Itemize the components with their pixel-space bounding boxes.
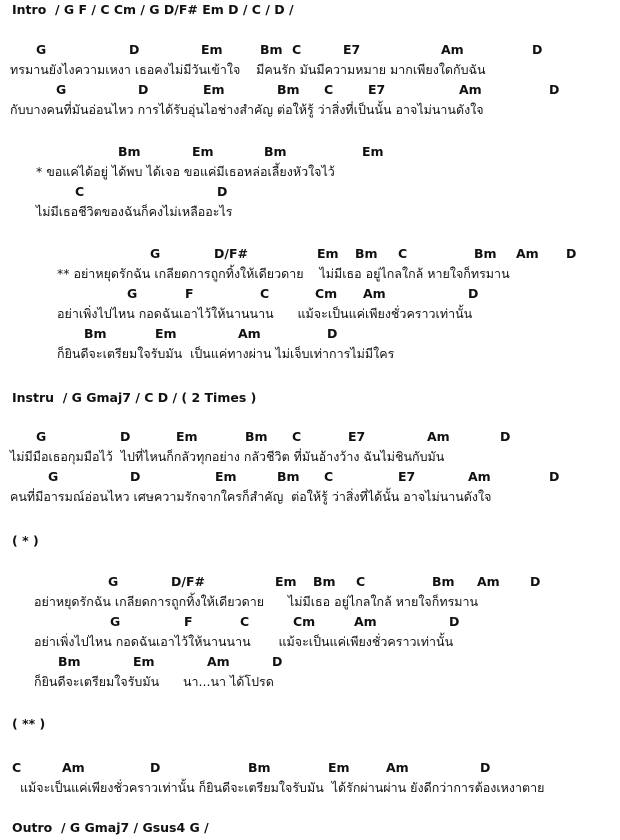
chord: D bbox=[530, 574, 541, 589]
chord: D bbox=[549, 469, 560, 484]
chord: Bm bbox=[248, 760, 271, 775]
chord: G bbox=[127, 286, 138, 301]
chord: Em bbox=[317, 246, 339, 261]
bridge-lyric: แม้จะเป็นแค่เพียงชั่วคราวเท่านั้น ก็ยินดีจะเตรียมใจรับมัน ได้รักผ่านผ่าน ยังดีกว่าการต้องเหงาตาย bbox=[20, 780, 545, 795]
chord: G bbox=[150, 246, 161, 261]
chord: D bbox=[138, 82, 149, 97]
chord: G bbox=[48, 469, 59, 484]
chord: Cm bbox=[293, 614, 316, 629]
chord: Em bbox=[215, 469, 237, 484]
chord: Am bbox=[238, 326, 261, 341]
verse1-chords-1 bbox=[0, 42, 620, 58]
chord: C bbox=[324, 469, 334, 484]
chord: G bbox=[36, 42, 47, 57]
chord: D bbox=[217, 184, 228, 199]
verse2-lyric-2: คนที่มีอารมณ์อ่อนไหว เศษความรักจากใครก็สำคัญ ต่อให้รู้ ว่าสิ่งที่ได้นั้น อาจไม่นานดังใจ bbox=[10, 489, 492, 504]
chord: Em bbox=[201, 42, 223, 57]
chord: F bbox=[185, 286, 194, 301]
chord: Em bbox=[362, 144, 384, 159]
chord: D bbox=[500, 429, 511, 444]
chord: G bbox=[56, 82, 67, 97]
chorus-lyric-2: อย่าเพิ่งไปไหน กอดฉันเอาไว้ให้นานนาน แม้จะเป็นแค่เพียงชั่วคราวเท่านั้น bbox=[57, 306, 473, 321]
chord: D bbox=[449, 614, 460, 629]
chord: C bbox=[292, 42, 302, 57]
verse2-lyric-1: ไม่มีมือเธอกุมมือไว้ ไปที่ไหนก็กลัวทุกอย่าง กลัวชีวิต ที่มันอ้างว้าง ฉันไม่ชินกับมัน bbox=[10, 449, 445, 464]
chord: Bm bbox=[118, 144, 141, 159]
chord: Bm bbox=[260, 42, 283, 57]
outro-line: Outro / G Gmaj7 / Gsus4 G / bbox=[12, 820, 209, 835]
chorus2-lyric-1: อย่าหยุดรักฉัน เกลียดการถูกทิ้งให้เดียวดาย ไม่มีเธอ อยู่ไกลใกล้ หายใจก็ทรมาน bbox=[34, 594, 479, 609]
chord: Am bbox=[354, 614, 377, 629]
chord: D bbox=[468, 286, 479, 301]
repeat-star-marker: ( * ) bbox=[12, 533, 39, 548]
chorus2-chords-1 bbox=[0, 574, 620, 590]
chord: Am bbox=[207, 654, 230, 669]
chord: D bbox=[129, 42, 140, 57]
chord: Am bbox=[477, 574, 500, 589]
chord: D bbox=[549, 82, 560, 97]
chord: C bbox=[324, 82, 334, 97]
chord: Bm bbox=[58, 654, 81, 669]
chord: Bm bbox=[277, 82, 300, 97]
verse1-lyric-1: ทรมานยังไงความเหงา เธอคงไม่มีวันเข้าใจ มีคนรัก มันมีความหมาย มากเพียงใดกับฉัน bbox=[10, 62, 486, 77]
chord: C bbox=[75, 184, 85, 199]
chord: C bbox=[398, 246, 408, 261]
intro-line: Intro / G F / C Cm / G D/F# Em D / C / D / bbox=[12, 2, 294, 17]
chord: D bbox=[480, 760, 491, 775]
chord: D bbox=[150, 760, 161, 775]
chord: Am bbox=[516, 246, 539, 261]
chorus2-lyric-2: อย่าเพิ่งไปไหน กอดฉันเอาไว้ให้นานนาน แม้จะเป็นแค่เพียงชั่วคราวเท่านั้น bbox=[34, 634, 454, 649]
chorus-lyric-3: ก็ยินดีจะเตรียมใจรับมัน เป็นแค่ทางผ่าน ไม่เจ็บเท่าการไม่มีใคร bbox=[57, 346, 395, 361]
verse2-chords-1 bbox=[0, 429, 620, 445]
chord: Bm bbox=[313, 574, 336, 589]
chord: F bbox=[184, 614, 193, 629]
chord: G bbox=[36, 429, 47, 444]
chorus-chords-3 bbox=[0, 326, 620, 342]
chord: Em bbox=[133, 654, 155, 669]
chorus-chords-1 bbox=[0, 246, 620, 262]
verse1-lyric-2: กับบางคนที่มันอ่อนไหว การได้รับอุ่นไอช่างสำคัญ ต่อให้รู้ ว่าสิ่งที่เป็นนั้น อาจไม่นานดังใจ bbox=[10, 102, 484, 117]
chord: Am bbox=[441, 42, 464, 57]
chord: Bm bbox=[277, 469, 300, 484]
pre-lyric-1: * ขอแค่ได้อยู่ ได้พบ ได้เจอ ขอแค่มีเธอหล่อเลี้ยงหัวใจไว้ bbox=[36, 164, 335, 179]
chord: Am bbox=[363, 286, 386, 301]
chord: Am bbox=[62, 760, 85, 775]
chord: Am bbox=[468, 469, 491, 484]
pre-lyric-2: ไม่มีเธอชีวิตของฉันก็คงไม่เหลืออะไร bbox=[36, 204, 233, 219]
pre-chords-1 bbox=[0, 144, 620, 160]
chord: Bm bbox=[432, 574, 455, 589]
chord: E7 bbox=[368, 82, 386, 97]
chord: C bbox=[12, 760, 22, 775]
chord: G bbox=[110, 614, 121, 629]
chord: E7 bbox=[398, 469, 416, 484]
chord: Em bbox=[192, 144, 214, 159]
chord: Cm bbox=[315, 286, 338, 301]
chord: D bbox=[272, 654, 283, 669]
chord: Bm bbox=[355, 246, 378, 261]
chord: Em bbox=[328, 760, 350, 775]
chord: Am bbox=[386, 760, 409, 775]
chord: Em bbox=[203, 82, 225, 97]
instru-line: Instru / G Gmaj7 / C D / ( 2 Times ) bbox=[12, 390, 257, 405]
chord: G bbox=[108, 574, 119, 589]
chord: Am bbox=[459, 82, 482, 97]
verse1-chords-2 bbox=[0, 82, 620, 98]
chord: D bbox=[532, 42, 543, 57]
chord: Am bbox=[427, 429, 450, 444]
verse2-chords-2 bbox=[0, 469, 620, 485]
chord: E7 bbox=[348, 429, 366, 444]
chord: D bbox=[327, 326, 338, 341]
chorus-lyric-1: ** อย่าหยุดรักฉัน เกลียดการถูกทิ้งให้เดียวดาย ไม่มีเธอ อยู่ไกลใกล้ หายใจก็ทรมาน bbox=[57, 266, 510, 281]
chord: D bbox=[566, 246, 577, 261]
chord: C bbox=[240, 614, 250, 629]
chord: Bm bbox=[264, 144, 287, 159]
chord: C bbox=[292, 429, 302, 444]
chord: D bbox=[120, 429, 131, 444]
chorus2-chords-3 bbox=[0, 654, 620, 670]
chord: C bbox=[356, 574, 366, 589]
chord: Em bbox=[275, 574, 297, 589]
chord: E7 bbox=[343, 42, 361, 57]
chord: Em bbox=[155, 326, 177, 341]
chord: D/F# bbox=[171, 574, 205, 589]
bridge-chords bbox=[0, 760, 620, 776]
chord: C bbox=[260, 286, 270, 301]
chord: D bbox=[130, 469, 141, 484]
pre-chords-2 bbox=[0, 184, 620, 200]
chord: Em bbox=[176, 429, 198, 444]
chorus2-chords-2 bbox=[0, 614, 620, 630]
chord: D/F# bbox=[214, 246, 248, 261]
chord: Bm bbox=[84, 326, 107, 341]
chord: Bm bbox=[474, 246, 497, 261]
chord: Bm bbox=[245, 429, 268, 444]
repeat-double-star-marker: ( ** ) bbox=[12, 716, 46, 731]
chorus-chords-2 bbox=[0, 286, 620, 302]
chorus2-lyric-3: ก็ยินดีจะเตรียมใจรับมัน นา...นา ได้โปรด bbox=[34, 674, 274, 689]
